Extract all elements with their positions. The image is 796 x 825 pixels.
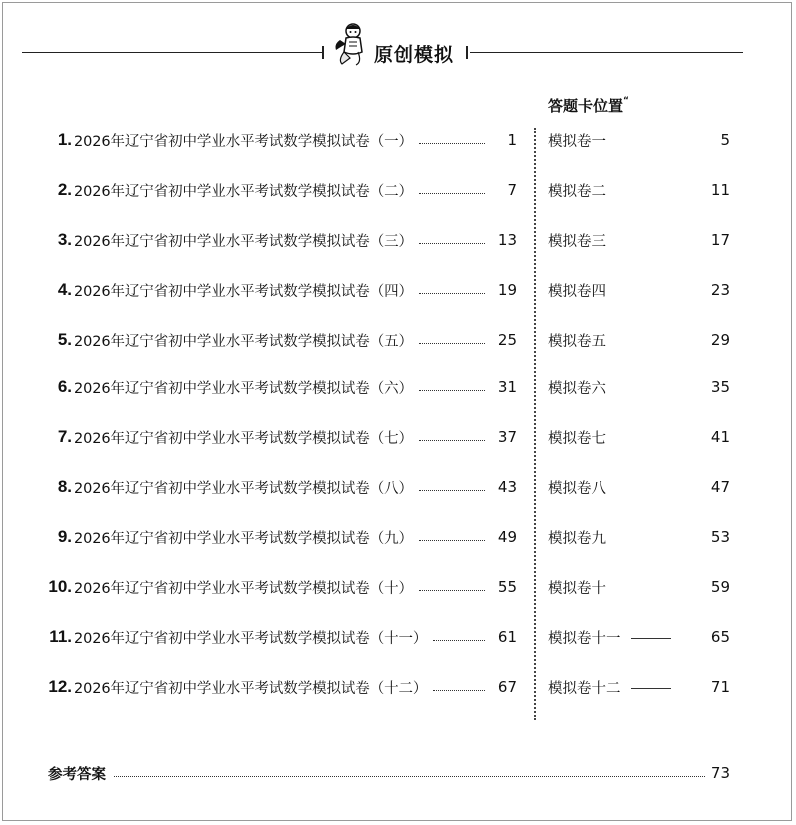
answer-card-row[interactable] bbox=[548, 278, 730, 302]
answer-card-page-number: 59 bbox=[710, 578, 730, 596]
answer-card-label: 模拟卷八 bbox=[548, 480, 606, 497]
leader-dots bbox=[114, 776, 705, 777]
toc-row[interactable] bbox=[42, 178, 517, 202]
leader-dash bbox=[631, 638, 671, 639]
header-rule-tick-right bbox=[466, 46, 468, 59]
answer-card-page-number: 23 bbox=[710, 281, 730, 299]
answer-card-page-number: 47 bbox=[710, 478, 730, 496]
answer-card-label: 模拟卷十二 bbox=[548, 680, 621, 697]
answer-card-row[interactable] bbox=[548, 375, 730, 399]
toc-title: 2026年辽宁省初中学业水平考试数学模拟试卷（十二） bbox=[74, 680, 428, 697]
toc-page-number: 61 bbox=[497, 628, 517, 646]
toc-page-number: 19 bbox=[497, 281, 517, 299]
toc-page-number: 55 bbox=[497, 578, 517, 596]
answer-card-page-number: 17 bbox=[710, 231, 730, 249]
toc-page-number: 1 bbox=[507, 131, 517, 149]
toc-row[interactable] bbox=[42, 375, 517, 399]
answer-card-page-number: 53 bbox=[710, 528, 730, 546]
answer-card-row[interactable] bbox=[548, 525, 730, 549]
answer-card-heading bbox=[548, 95, 629, 116]
answer-card-row[interactable] bbox=[548, 128, 730, 152]
mascot-icon bbox=[332, 22, 372, 66]
leader-dots bbox=[419, 193, 485, 194]
answer-card-label: 模拟卷十 bbox=[548, 580, 606, 597]
toc-row-answers[interactable] bbox=[48, 761, 730, 785]
toc-title: 2026年辽宁省初中学业水平考试数学模拟试卷（二） bbox=[74, 183, 413, 200]
toc-page-number: 67 bbox=[497, 678, 517, 696]
toc-number: 1. bbox=[57, 130, 72, 149]
toc-number: 5. bbox=[57, 330, 72, 349]
answer-card-page-number: 41 bbox=[710, 428, 730, 446]
answer-card-heading-label: 答题卡位置 bbox=[548, 97, 624, 115]
answer-card-row[interactable] bbox=[548, 575, 730, 599]
answer-card-label: 模拟卷七 bbox=[548, 430, 606, 447]
toc-title: 2026年辽宁省初中学业水平考试数学模拟试卷（七） bbox=[74, 430, 413, 447]
answer-card-row[interactable] bbox=[548, 178, 730, 202]
answer-card-page-number: 11 bbox=[710, 181, 730, 199]
toc-title: 2026年辽宁省初中学业水平考试数学模拟试卷（五） bbox=[74, 333, 413, 350]
toc-page-number: 7 bbox=[507, 181, 517, 199]
toc-page-number: 25 bbox=[497, 331, 517, 349]
toc-page-number: 31 bbox=[497, 378, 517, 396]
header-rule-tick-left bbox=[322, 46, 324, 59]
answer-card-page-number: 29 bbox=[710, 331, 730, 349]
toc-number: 12. bbox=[48, 677, 72, 696]
answer-card-label: 模拟卷十一 bbox=[548, 630, 621, 647]
toc-title: 2026年辽宁省初中学业水平考试数学模拟试卷（十） bbox=[74, 580, 413, 597]
answer-card-page-number: 35 bbox=[710, 378, 730, 396]
answer-card-row[interactable] bbox=[548, 425, 730, 449]
toc-number: 9. bbox=[57, 527, 72, 546]
toc-number: 3. bbox=[57, 230, 72, 249]
leader-dots bbox=[419, 540, 485, 541]
toc-title: 2026年辽宁省初中学业水平考试数学模拟试卷（十一） bbox=[74, 630, 428, 647]
answer-card-label: 模拟卷一 bbox=[548, 133, 606, 150]
toc-title: 2026年辽宁省初中学业水平考试数学模拟试卷（六） bbox=[74, 380, 413, 397]
answer-card-row[interactable] bbox=[548, 475, 730, 499]
header-rule-left bbox=[22, 52, 322, 53]
toc-number: 11. bbox=[49, 627, 72, 646]
answer-card-label: 模拟卷二 bbox=[548, 183, 606, 200]
toc-number: 10. bbox=[48, 577, 72, 596]
toc-title: 2026年辽宁省初中学业水平考试数学模拟试卷（九） bbox=[74, 530, 413, 547]
toc-row[interactable] bbox=[42, 128, 517, 152]
header-rule-right bbox=[470, 52, 743, 53]
answer-card-row[interactable] bbox=[548, 228, 730, 252]
toc-row[interactable] bbox=[42, 328, 517, 352]
answer-card-label: 模拟卷四 bbox=[548, 283, 606, 300]
leader-dots bbox=[419, 440, 485, 441]
answer-card-page-number: 5 bbox=[720, 131, 730, 149]
leader-dots bbox=[419, 293, 485, 294]
answer-card-row[interactable] bbox=[548, 675, 730, 699]
leader-dots bbox=[419, 390, 485, 391]
leader-dots bbox=[433, 690, 485, 691]
answer-card-row[interactable] bbox=[548, 328, 730, 352]
toc-number: 2. bbox=[57, 180, 72, 199]
leader-dots bbox=[419, 143, 485, 144]
answer-card-label: 模拟卷三 bbox=[548, 233, 606, 250]
toc-number: 7. bbox=[57, 427, 72, 446]
toc-row[interactable] bbox=[42, 425, 517, 449]
toc-title: 2026年辽宁省初中学业水平考试数学模拟试卷（三） bbox=[74, 233, 413, 250]
toc-number: 8. bbox=[57, 477, 72, 496]
toc-row[interactable] bbox=[42, 675, 517, 699]
toc-row[interactable] bbox=[42, 575, 517, 599]
toc-title: 2026年辽宁省初中学业水平考试数学模拟试卷（八） bbox=[74, 480, 413, 497]
toc-row[interactable] bbox=[42, 475, 517, 499]
answer-card-label: 模拟卷六 bbox=[548, 380, 606, 397]
leader-dots bbox=[419, 490, 485, 491]
toc-number: 6. bbox=[57, 377, 72, 396]
leader-dots bbox=[433, 640, 485, 641]
toc-title: 2026年辽宁省初中学业水平考试数学模拟试卷（四） bbox=[74, 283, 413, 300]
toc-row[interactable] bbox=[42, 525, 517, 549]
toc-row[interactable] bbox=[42, 278, 517, 302]
answer-card-heading-mark: “ bbox=[623, 96, 629, 106]
leader-dots bbox=[419, 243, 485, 244]
answer-card-label: 模拟卷五 bbox=[548, 333, 606, 350]
answers-page-number: 73 bbox=[710, 764, 730, 782]
answers-label: 参考答案 bbox=[48, 766, 106, 783]
toc-row[interactable] bbox=[42, 228, 517, 252]
column-divider bbox=[534, 128, 536, 720]
toc-number: 4. bbox=[57, 280, 72, 299]
leader-dots bbox=[419, 590, 485, 591]
toc-page-number: 49 bbox=[497, 528, 517, 546]
section-title: 原创模拟 bbox=[374, 44, 455, 66]
toc-row[interactable] bbox=[42, 625, 517, 649]
answer-card-page-number: 71 bbox=[710, 678, 730, 696]
answer-card-row[interactable] bbox=[548, 625, 730, 649]
toc-page-number: 13 bbox=[497, 231, 517, 249]
toc-title: 2026年辽宁省初中学业水平考试数学模拟试卷（一） bbox=[74, 133, 413, 150]
leader-dash bbox=[631, 688, 671, 689]
answer-card-page-number: 65 bbox=[710, 628, 730, 646]
toc-page-number: 43 bbox=[497, 478, 517, 496]
answer-card-label: 模拟卷九 bbox=[548, 530, 606, 547]
leader-dots bbox=[419, 343, 485, 344]
toc-page-number: 37 bbox=[497, 428, 517, 446]
